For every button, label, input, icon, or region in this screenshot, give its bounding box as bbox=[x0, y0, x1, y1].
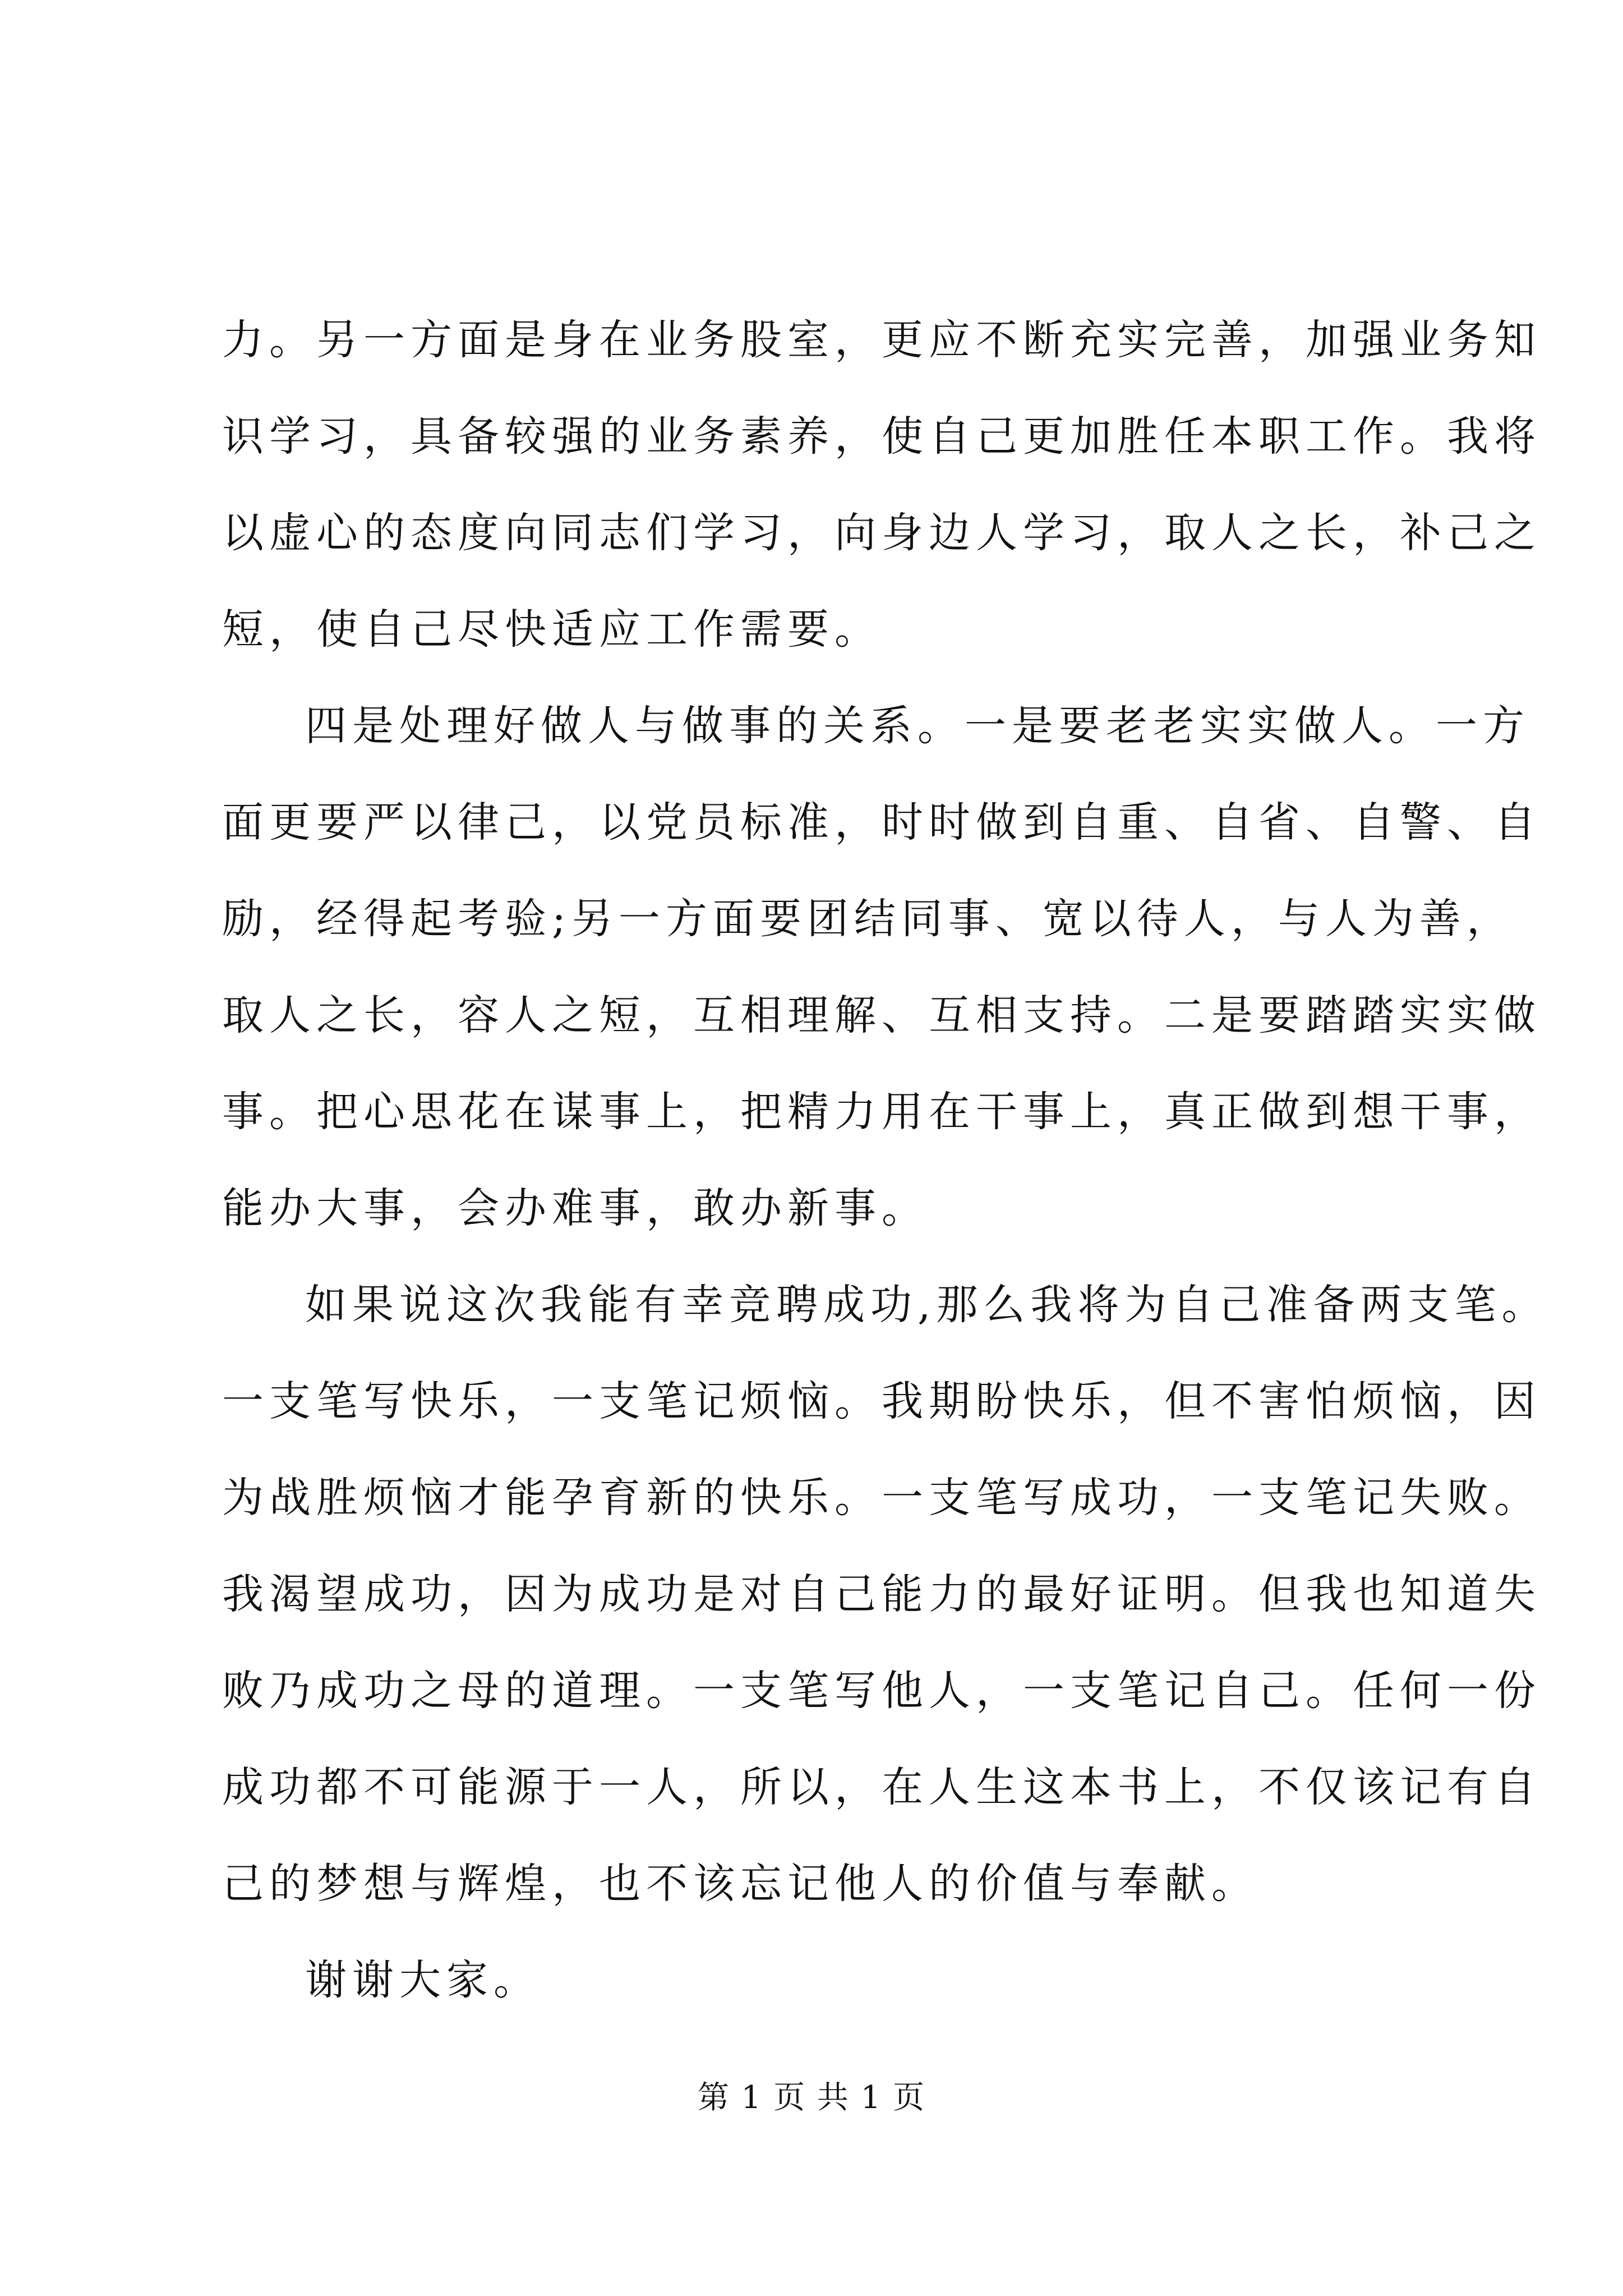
text-line: 事。把心思花在谋事上，把精力用在干事上，真正做到想干事， bbox=[222, 1088, 1541, 1136]
document-body bbox=[222, 292, 1549, 2028]
text-line: 以虚心的态度向同志们学习，向身边人学习，取人之长，补己之 bbox=[222, 509, 1541, 557]
paragraph-start-line: 如果说这次我能有幸竞聘成功,那么我将为自己准备两支笔。 bbox=[305, 1281, 1549, 1329]
text-line: 成功都不可能源于一人，所以，在人生这本书上，不仅该记有自 bbox=[222, 1763, 1541, 1811]
text-line: 取人之长，容人之短，互相理解、互相支持。二是要踏踏实实做 bbox=[222, 991, 1541, 1039]
text-line: 面更要严以律己，以党员标准，时时做到自重、自省、自警、自 bbox=[222, 798, 1541, 846]
paragraph-start-line: 四是处理好做人与做事的关系。一是要老老实实做人。一方 bbox=[305, 702, 1530, 750]
text-line: 己的梦想与辉煌，也不该忘记他人的价值与奉献。 bbox=[222, 1860, 1258, 1908]
text-line: 力。另一方面是身在业务股室，更应不断充实完善，加强业务知 bbox=[222, 316, 1541, 364]
text-line: 能办大事，会办难事，敢办新事。 bbox=[222, 1184, 929, 1232]
text-line: 为战胜烦恼才能孕育新的快乐。一支笔写成功，一支笔记失败。 bbox=[222, 1474, 1541, 1522]
page-footer: 第 1 页 共 1 页 bbox=[697, 2079, 926, 2116]
text-line: 励，经得起考验;另一方面要团结同事、宽以待人，与人为善， bbox=[222, 895, 1514, 943]
closing-line: 谢谢大家。 bbox=[305, 1956, 541, 2004]
text-line: 我渴望成功，因为成功是对自己能力的最好证明。但我也知道失 bbox=[222, 1570, 1541, 1618]
text-line: 败乃成功之母的道理。一支笔写他人，一支笔记自己。任何一份 bbox=[222, 1667, 1541, 1715]
text-line: 识学习，具备较强的业务素养，使自己更加胜任本职工作。我将 bbox=[222, 412, 1541, 461]
text-line: 短，使自己尽快适应工作需要。 bbox=[222, 605, 882, 654]
text-line: 一支笔写快乐，一支笔记烦恼。我期盼快乐，但不害怕烦恼，因 bbox=[222, 1377, 1541, 1425]
